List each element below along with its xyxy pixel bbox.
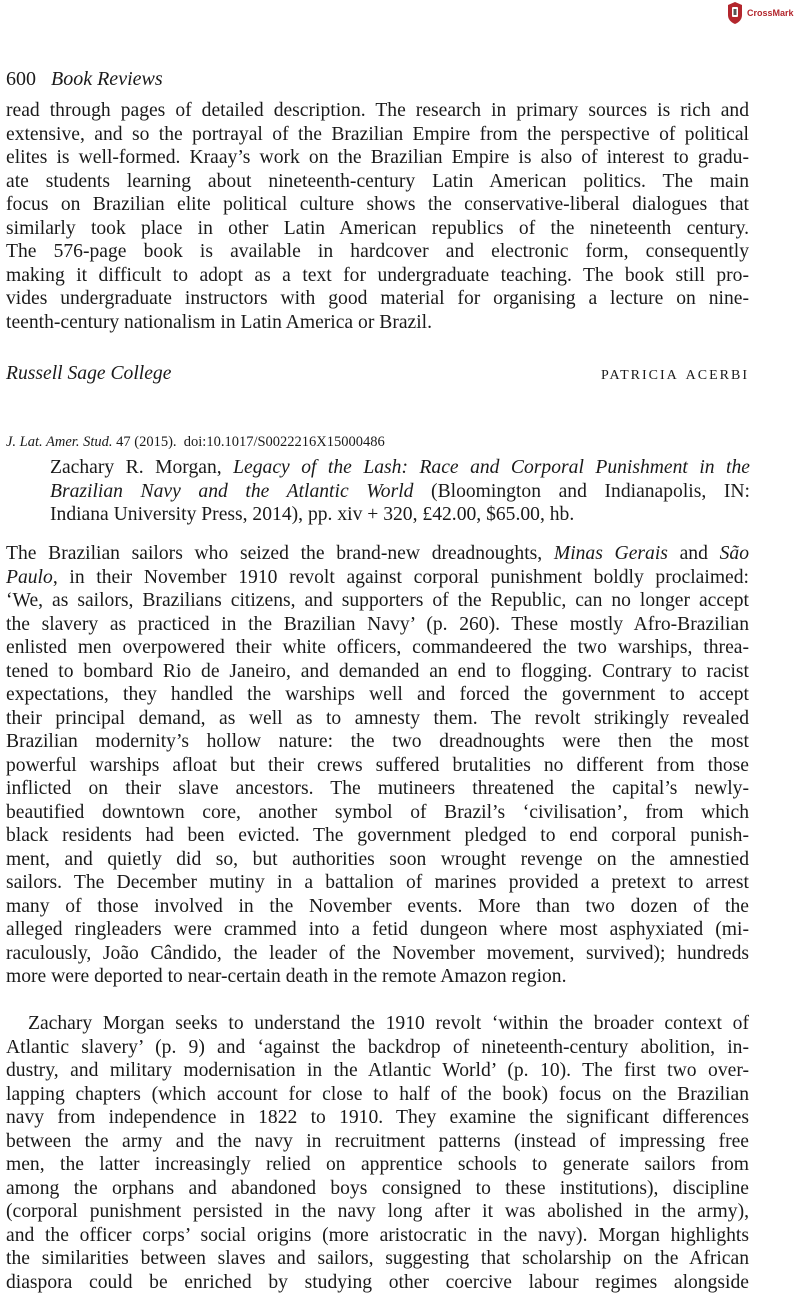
book-ref-line: [50, 456, 750, 480]
text-line: Zachary Morgan seeks to understand the 1910 revolt ‘within the broader context of: [28, 1013, 749, 1034]
review1-signature: [6, 363, 749, 385]
text-line: enlisted men overpowered their white officers, commandeered the two warships, threa-: [6, 637, 749, 658]
text-line: (corporal punishment persisted in the navy long after it was abolished in the army),: [6, 1201, 749, 1222]
review2-paragraph-1: [6, 542, 749, 989]
page-number: 600: [6, 68, 36, 90]
text-line: expectations, they handled the warships well and forced the government to accept: [6, 684, 749, 705]
text-line: diaspora could be enriched by studying other coercive labour regimes alongside: [6, 1271, 749, 1293]
journal-volume: 47: [116, 434, 131, 450]
text-line: men, the latter increasingly relied on apprentice schools to generate sailors from: [6, 1154, 749, 1175]
text-line: extensive, and so the portrayal of the Brazilian Empire from the perspective of political: [6, 123, 749, 145]
text-line: ment, and quietly did so, but authorities soon wrought revenge on the amnestied: [6, 848, 749, 870]
journal-year: (2015).: [134, 434, 177, 450]
ship-name: Paulo: [6, 566, 53, 588]
text-line: alleged ringleaders were crammed into a fetid dungeon where most asphyxiated (mi-: [6, 919, 749, 940]
text-line: sailors. The December mutiny in a battalion of marines provided a pretext to arrest: [6, 872, 749, 893]
review1-paragraph: [6, 99, 749, 334]
text-line: powerful warships afloat but their crews suffered brutalities no different from those: [6, 754, 749, 776]
text-line: similarly took place in other Latin American republics of the nineteenth century.: [6, 217, 749, 239]
text-line: the slavery as practiced in the Brazilian Navy’ (p. 260). These mostly Afro-Brazilian: [6, 613, 749, 635]
text-line: vides undergraduate instructors with good material for organising a lecture on nine-: [6, 288, 749, 309]
text-line: and the officer corps’ social origins (more aristocratic in the navy). Morgan highlights: [6, 1224, 749, 1246]
text-line: many of those involved in the November events. More than two dozen of the: [6, 895, 749, 917]
page-header: [6, 68, 163, 91]
text-line: more were deported to near-certain death in the remote Amazon region.: [6, 966, 567, 987]
book-publisher: (Bloomington and Indianapolis, IN:: [431, 480, 750, 502]
text-line: among the orphans and abandoned boys consigned to these institutions), discipline: [6, 1177, 749, 1199]
text-line: black residents had been evicted. The government pledged to end corporal punish-: [6, 825, 749, 846]
text-fragment: The Brazilian sailors who seized the brand-new dreadnoughts,: [6, 543, 543, 564]
running-title: Book Reviews: [51, 68, 163, 90]
text-line: teenth-century nationalism in Latin America or Brazil.: [6, 311, 433, 333]
text-line: [6, 566, 749, 590]
doi-link[interactable]: doi:10.1017/S0022216X15000486: [183, 434, 385, 450]
crossmark-label: CrossMark: [747, 8, 794, 18]
text-line: Atlantic slavery’ (p. 9) and ‘against the backdrop of nineteenth-century abolition, in-: [6, 1036, 749, 1058]
text-line: inflicted on their slave ancestors. The mutineers threatened the capital’s newly-: [6, 778, 749, 799]
text-line: The 576-page book is available in hardcover and electronic form, consequently: [6, 241, 749, 262]
review2-paragraph-2: [6, 1012, 749, 1294]
text-fragment: , in their November 1910 revolt against corporal punishment boldly proclaimed:: [52, 566, 749, 588]
text-line: lapping chapters (which account for close to half of the book) focus on the Brazilian: [6, 1083, 749, 1105]
crossmark-badge[interactable]: [726, 1, 794, 25]
text-line: making it difficult to adopt as a text for undergraduate teaching. The book still pro-: [6, 264, 749, 286]
journal-name: J. Lat. Amer. Stud.: [6, 434, 113, 450]
reviewer-affiliation: Russell Sage College: [6, 363, 172, 384]
text-line: navy from independence in 1822 to 1910. They examine the significant differences: [6, 1107, 749, 1128]
text-line: their principal demand, as well as to amnesty them. The revolt strikingly revealed: [6, 707, 749, 729]
book-title-part1: Legacy of the Lash: Race and Corporal Punishment in the: [233, 457, 750, 478]
text-line: between the army and the navy in recruitment patterns (instead of impressing free: [6, 1130, 749, 1152]
ship-name: São: [719, 543, 749, 564]
text-line: dustry, and military modernisation in the Atlantic World’ (p. 10). The first two over-: [6, 1060, 749, 1081]
text-line: focus on Brazilian elite political culture shows the conservative-liberal dialogues that: [6, 194, 749, 215]
text-line: [6, 542, 749, 566]
text-line: read through pages of detailed description. The research in primary sources is rich and: [6, 100, 749, 121]
text-line: raculously, João Cândido, the leader of the November movement, survived); hundreds: [6, 942, 749, 964]
book-ref-line: [50, 480, 750, 504]
text-line: the similarities between slaves and sailors, suggesting that scholarship on the African: [6, 1248, 749, 1269]
crossmark-icon: [726, 1, 744, 25]
text-line: ‘We, as sailors, Brazilians citizens, and supporters of the Republic, can no longer accept: [6, 590, 749, 611]
text-line: Brazilian modernity’s hollow nature: the two dreadnoughts were then the most: [6, 731, 749, 752]
text-line: tened to bombard Rio de Janeiro, and demanded an end to flogging. Contrary to racist: [6, 660, 749, 682]
book-author: Zachary R. Morgan,: [50, 457, 222, 478]
text-fragment: and: [679, 543, 708, 564]
text-line: elites is well-formed. Kraay’s work on the Brazilian Empire is also of interest to gradu-: [6, 147, 749, 168]
text-line: ate students learning about nineteenth-century Latin American politics. The main: [6, 170, 749, 192]
book-ref-line: Indiana University Press, 2014), pp. xiv + 320, £42.00, $65.00, hb.: [50, 504, 575, 525]
journal-citation: [6, 434, 385, 451]
book-title-part2: Brazilian Navy and the Atlantic World: [50, 480, 414, 502]
ship-name: Minas Gerais: [553, 543, 668, 564]
book-reference: [50, 456, 750, 527]
text-line: beautified downtown core, another symbol of Brazil’s ‘civilisation’, from which: [6, 801, 749, 823]
reviewer-name: patricia acerbi: [601, 363, 749, 384]
